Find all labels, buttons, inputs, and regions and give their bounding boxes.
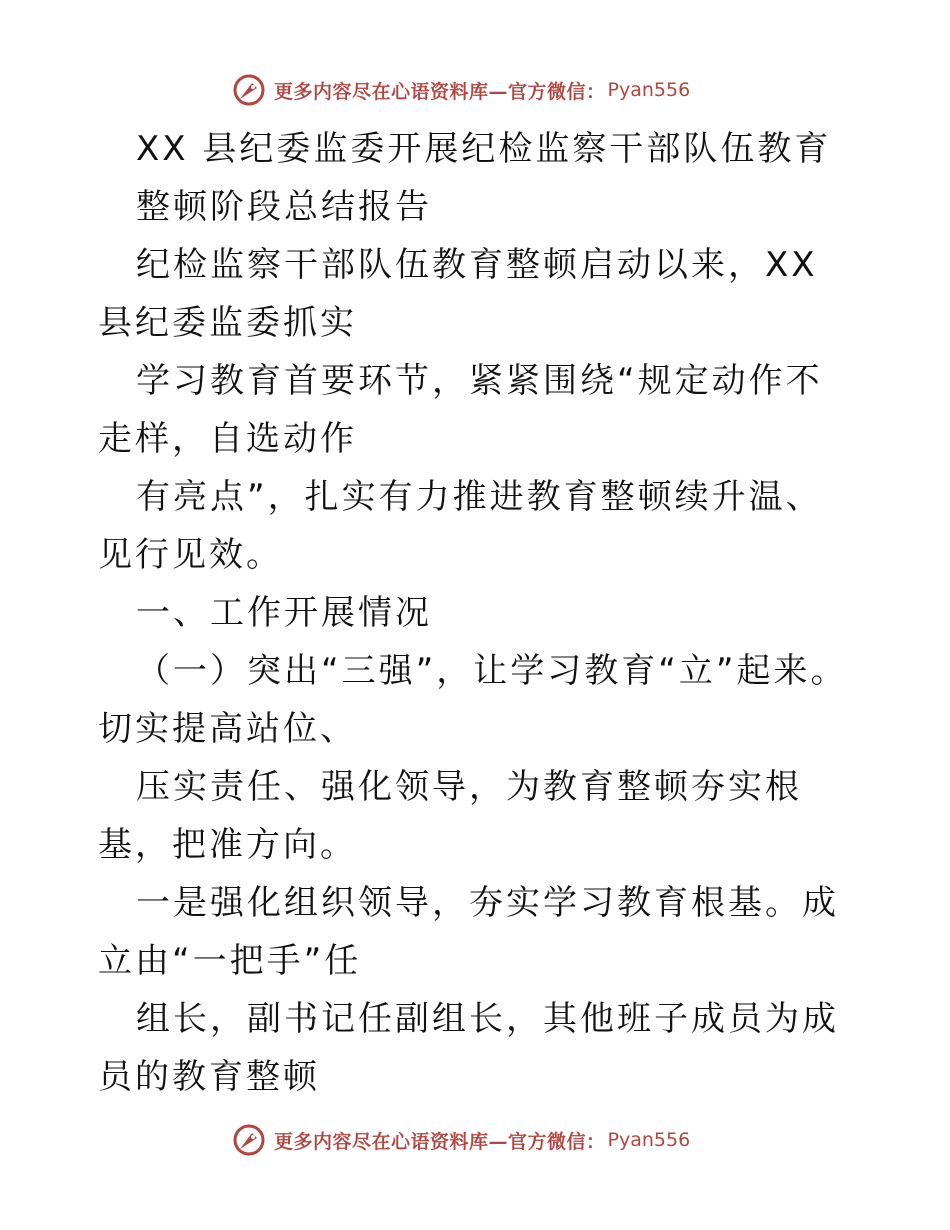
paragraph: 压实责任、强化领导，为教育整顿夯实根基，把准方向。 — [98, 767, 802, 865]
paragraph: 组长，副书记任副组长，其他班子成员为成员的教育整顿 — [98, 999, 839, 1097]
section-heading: 一、工作开展情况 — [136, 593, 432, 633]
paragraph: （一）突出“三强”，让学习教育“立”起来。切实提高站位、 — [98, 651, 848, 749]
pen-nib-icon — [232, 73, 266, 107]
banner-text: 更多内容尽在心语资料库—官方微信： — [274, 80, 606, 103]
banner-text: 更多内容尽在心语资料库—官方微信： — [274, 1130, 606, 1153]
banner-contact: Pyan556 — [607, 79, 691, 101]
document-title-line-1: XX 县纪委监委开展纪检监察干部队伍教育 — [136, 129, 832, 169]
paragraph: 一是强化组织领导，夯实学习教育根基。成立由“一把手”任 — [98, 883, 839, 981]
document-title-line-2: 整顿阶段总结报告 — [136, 187, 432, 227]
banner-contact: Pyan556 — [607, 1129, 691, 1151]
pen-nib-icon — [232, 1123, 266, 1157]
paragraph: 学习教育首要环节，紧紧围绕“规定动作不走样，自选动作 — [98, 361, 823, 459]
footer-watermark-banner — [232, 1120, 690, 1160]
document-body — [98, 120, 858, 1106]
header-watermark-banner — [232, 70, 690, 110]
paragraph: 有亮点”，扎实有力推进教育整顿续升温、见行见效。 — [98, 477, 823, 575]
paragraph: 纪检监察干部队伍教育整顿启动以来，XX 县纪委监委抓实 — [98, 245, 818, 343]
